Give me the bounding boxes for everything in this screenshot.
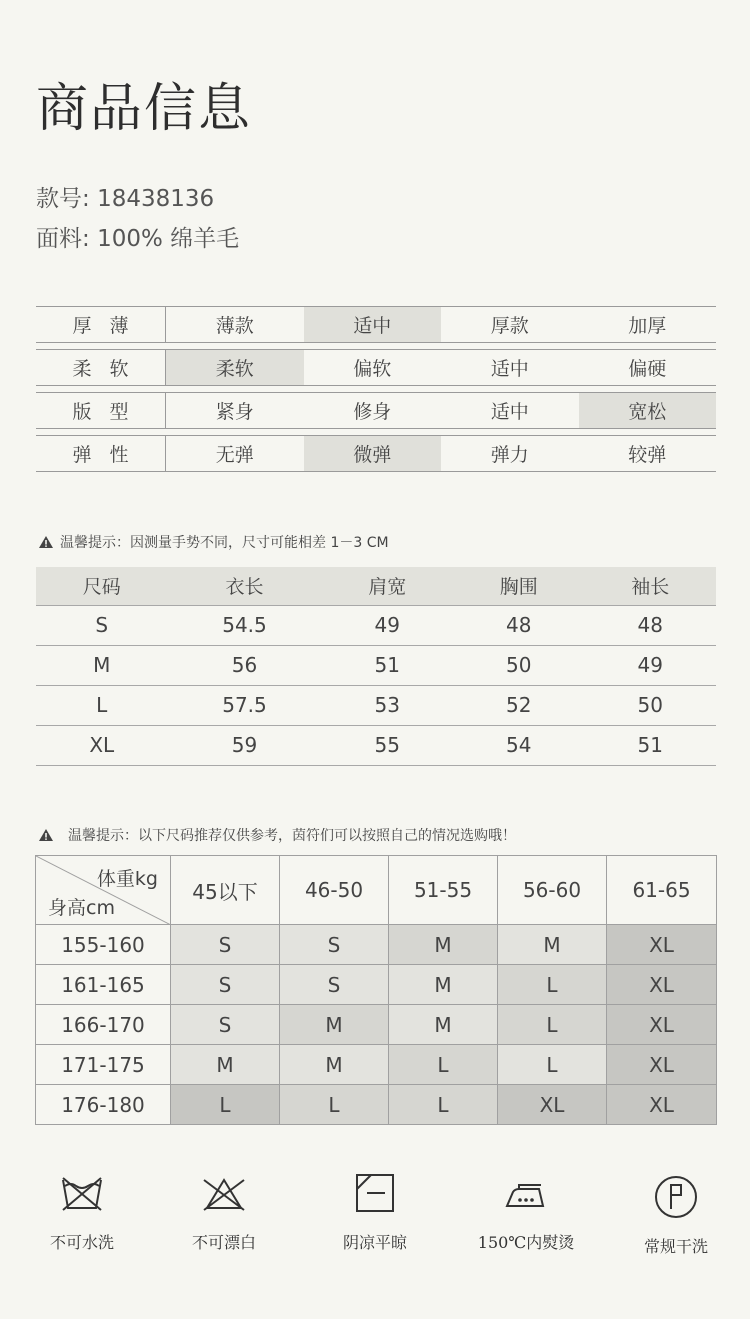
attribute-option-selected: 微弹 xyxy=(304,436,442,471)
measurement-tip-text: 温馨提示：因测量手势不同，尺寸可能相差 1－3 CM xyxy=(60,535,389,551)
attribute-label: 厚薄 xyxy=(36,307,166,342)
warning-icon xyxy=(38,828,54,842)
care-item-iron xyxy=(456,1172,596,1253)
size-table-cell: 53 xyxy=(322,685,453,725)
height-range: 166-170 xyxy=(36,1005,171,1045)
size-table-cell: M xyxy=(36,645,167,685)
recommended-size: M xyxy=(498,925,607,965)
page-title: 商品信息 xyxy=(36,79,253,139)
height-range: 171-175 xyxy=(36,1045,171,1085)
size-table-header: 胸围 xyxy=(453,567,584,605)
weight-header: 51-55 xyxy=(389,856,498,925)
size-table-row xyxy=(36,645,716,685)
care-label: 不可水洗 xyxy=(49,1233,114,1252)
recommend-row xyxy=(36,1045,717,1085)
weight-header: 56-60 xyxy=(498,856,607,925)
attribute-label: 柔软 xyxy=(36,350,166,385)
attribute-row xyxy=(36,392,716,429)
recommended-size: L xyxy=(389,1085,498,1125)
recommend-tip-text: 温馨提示：以下尺码推荐仅供参考，茵符们可以按照自己的情况选购哦！ xyxy=(68,828,516,844)
size-table-header: 衣长 xyxy=(167,567,321,605)
recommended-size: L xyxy=(498,1005,607,1045)
size-table-cell: 51 xyxy=(322,645,453,685)
recommended-size: XL xyxy=(607,965,717,1005)
attribute-option: 厚款 xyxy=(490,315,529,337)
size-table-row xyxy=(36,685,716,725)
recommended-size: M xyxy=(389,965,498,1005)
size-table-cell: 51 xyxy=(584,725,716,765)
recommended-size: XL xyxy=(607,1045,717,1085)
size-table-cell: 49 xyxy=(584,645,716,685)
style-number xyxy=(36,180,214,213)
height-range: 176-180 xyxy=(36,1085,171,1125)
attribute-option: 薄款 xyxy=(215,315,254,337)
attribute-label: 版型 xyxy=(36,393,166,428)
care-label: 不可漂白 xyxy=(191,1233,256,1252)
recommended-size: XL xyxy=(607,1085,717,1125)
recommended-size: M xyxy=(171,1045,280,1085)
recommended-size: XL xyxy=(607,1005,717,1045)
no-bleach-icon xyxy=(201,1172,247,1214)
attribute-option: 修身 xyxy=(353,401,392,423)
size-table-cell: 48 xyxy=(453,605,584,645)
recommended-size: L xyxy=(280,1085,389,1125)
attribute-row xyxy=(36,435,716,472)
recommended-size: L xyxy=(171,1085,280,1125)
attribute-row xyxy=(36,306,716,343)
size-table-cell: 50 xyxy=(584,685,716,725)
size-table-header: 肩宽 xyxy=(322,567,453,605)
attribute-label: 弹性 xyxy=(36,436,166,471)
recommended-size: L xyxy=(498,1045,607,1085)
size-table-cell: 59 xyxy=(167,725,321,765)
care-item-dry-clean xyxy=(606,1172,746,1257)
recommended-size: L xyxy=(498,965,607,1005)
recommended-size: M xyxy=(280,1045,389,1085)
recommend-row xyxy=(36,925,717,965)
care-instructions xyxy=(0,1172,750,1272)
recommend-row xyxy=(36,965,717,1005)
measurement-tip xyxy=(38,532,389,552)
attribute-option: 弹力 xyxy=(490,444,529,466)
size-table-row xyxy=(36,725,716,765)
recommended-size: S xyxy=(171,965,280,1005)
attribute-option: 加厚 xyxy=(628,315,667,337)
warning-icon xyxy=(38,535,54,549)
size-table-cell: 54 xyxy=(453,725,584,765)
attribute-option-selected: 柔软 xyxy=(166,350,304,385)
attribute-option: 偏硬 xyxy=(628,358,667,380)
size-table-cell: 54.5 xyxy=(167,605,321,645)
attribute-row xyxy=(36,349,716,386)
weight-header: 46-50 xyxy=(280,856,389,925)
recommend-row xyxy=(36,1085,717,1125)
attribute-option-selected: 宽松 xyxy=(579,393,717,428)
size-table-cell: 52 xyxy=(453,685,584,725)
style-number-value: 18438136 xyxy=(97,186,215,212)
size-table-cell: S xyxy=(36,605,167,645)
attribute-option: 较弹 xyxy=(628,444,667,466)
weight-axis-label: 体重kg xyxy=(96,868,158,890)
recommended-size: S xyxy=(171,925,280,965)
size-table-cell: XL xyxy=(36,725,167,765)
style-number-label: 款号: xyxy=(36,186,90,212)
corner-header xyxy=(36,856,171,925)
recommended-size: L xyxy=(389,1045,498,1085)
recommended-size: S xyxy=(171,1005,280,1045)
size-table-cell: 50 xyxy=(453,645,584,685)
height-axis-label: 身高cm xyxy=(48,897,115,919)
recommend-row xyxy=(36,1005,717,1045)
dry-flat-shade-icon xyxy=(352,1172,398,1214)
fabric-label: 面料: xyxy=(36,226,90,252)
care-item-no-wash xyxy=(12,1172,152,1253)
size-table-header: 袖长 xyxy=(584,567,716,605)
recommended-size: S xyxy=(280,965,389,1005)
recommended-size: S xyxy=(280,925,389,965)
iron-150-icon xyxy=(503,1172,549,1214)
care-label: 常规干洗 xyxy=(643,1237,708,1256)
fabric-info xyxy=(36,220,239,253)
attribute-option: 偏软 xyxy=(353,358,392,380)
recommended-size: M xyxy=(280,1005,389,1045)
care-item-dry-flat xyxy=(305,1172,445,1253)
height-range: 155-160 xyxy=(36,925,171,965)
weight-header: 45以下 xyxy=(171,856,280,925)
care-item-no-bleach xyxy=(154,1172,294,1253)
no-wash-icon xyxy=(59,1172,105,1214)
size-table-cell: 57.5 xyxy=(167,685,321,725)
size-table-cell: 56 xyxy=(167,645,321,685)
attribute-table xyxy=(36,306,716,478)
size-table-cell: 48 xyxy=(584,605,716,645)
attribute-option: 适中 xyxy=(490,401,529,423)
size-table-cell: 49 xyxy=(322,605,453,645)
recommend-tip xyxy=(38,825,516,845)
attribute-option-selected: 适中 xyxy=(304,307,442,342)
recommended-size: XL xyxy=(607,925,717,965)
size-recommend-table xyxy=(35,855,717,1125)
recommended-size: XL xyxy=(498,1085,607,1125)
attribute-option: 适中 xyxy=(490,358,529,380)
fabric-value: 100% 绵羊毛 xyxy=(97,226,240,252)
attribute-option: 紧身 xyxy=(215,401,254,423)
size-table-row xyxy=(36,605,716,645)
size-table-cell: 55 xyxy=(322,725,453,765)
size-table-header: 尺码 xyxy=(36,567,167,605)
recommended-size: M xyxy=(389,1005,498,1045)
size-table-cell: L xyxy=(36,685,167,725)
dry-clean-icon xyxy=(653,1172,699,1218)
weight-header: 61-65 xyxy=(607,856,717,925)
recommended-size: M xyxy=(389,925,498,965)
height-range: 161-165 xyxy=(36,965,171,1005)
size-table xyxy=(36,567,716,766)
care-label: 阴凉平晾 xyxy=(342,1233,407,1252)
care-label: 150℃内熨烫 xyxy=(477,1233,575,1252)
attribute-option: 无弹 xyxy=(215,444,254,466)
